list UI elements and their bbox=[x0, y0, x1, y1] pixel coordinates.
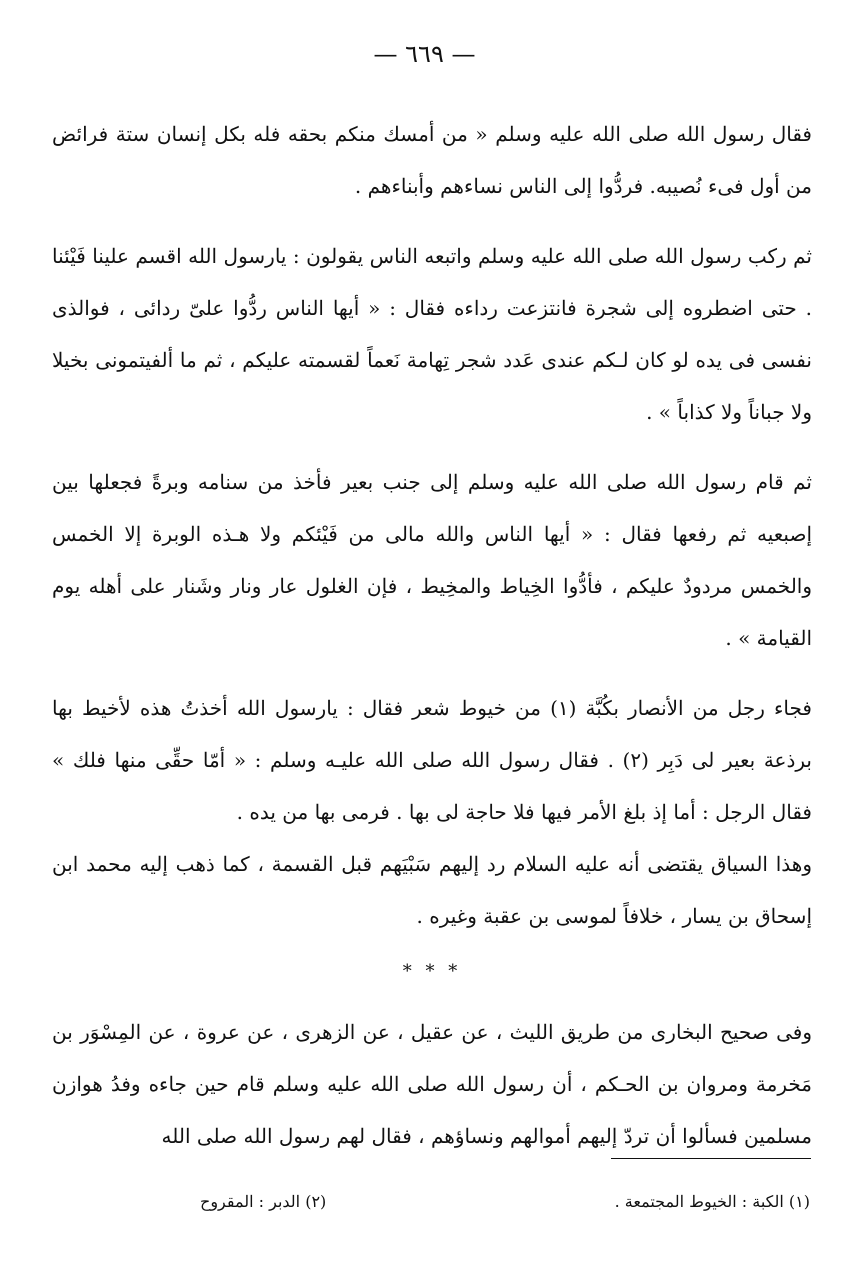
section-separator: * * * bbox=[402, 961, 462, 982]
paragraph: فقال رسول الله صلى الله عليه وسلم « من أمسك منكم بحقه فله بكل إنسان ستة فرائض من أول فىء نُصيبه. فردُّوا إلى الناس نساءهم وأبناءهم . bbox=[52, 122, 812, 198]
paragraph: وهذا السياق يقتضى أنه عليه السلام رد إليهم سَبْيَهم قبل القسمة ، كما ذهب إليه محمد ابن إسحاق بن يسار ، خلافاً لموسى بن عقبة وغيره . bbox=[52, 852, 812, 928]
paragraph: ثم ركب رسول الله صلى الله عليه وسلم واتبعه الناس يقولون : يارسول الله اقسم علينا فَيْئنا . حتى اضطروه إلى شجرة فانتزعت رداءه فقال : « أيها الناس ردُّوا علىّ ردائى ، فوالذى نفسى فى يده لو كان لـكم عندى عَدد شجر تِهامة نَعماً لقسمته عليكم ، ثم ما ألفيتمونى بخيلا ولا جباناً ولا كذاباً » . bbox=[52, 244, 812, 424]
footnote: (٢) الدبر : المقروح bbox=[200, 1192, 327, 1211]
page-number: — ٦٦٩ — bbox=[373, 40, 476, 68]
footnotes bbox=[200, 1192, 810, 1211]
paragraph: وفى صحيح البخارى من طريق الليث ، عن عقيل ، عن الزهرى ، عن عروة ، عن المِسْوَر بن مَخرمة ومروان بن الحـكم ، أن رسول الله صلى الله عليه وسلم قام حين جاءه وفدُ هوازن مسلمين فسألوا أن تردّ إليهم أموالهم ونساؤهم ، فقال لهم رسول الله صلى الله bbox=[52, 1020, 812, 1148]
paragraph: فجاء رجل من الأنصار بكُبَّة (١) من خيوط شعر فقال : يارسول الله أخذتُ هذه لأخيط بها برذعة بعير لى دَبِر (٢) . فقال رسول الله صلى الله عليـه وسلم : « أمّا حقِّى منها فلك » فقال الرجل : أما إذ بلغ الأمر فيها فلا حاجة لى بها . فرمى بها من يده . bbox=[52, 696, 812, 824]
body-text bbox=[52, 108, 812, 1162]
footnote-divider bbox=[611, 1158, 811, 1159]
footnote: (١) الكبة : الخيوط المجتمعة . bbox=[614, 1192, 810, 1211]
paragraph: ثم قام رسول الله صلى الله عليه وسلم إلى جنب بعير فأخذ من سنامه وبرةً فجعلها بين إصبعيه ثم رفعها فقال : « أيها الناس والله مالى من فَيْئكم ولا هـذه الوبرة إلا الخمس والخمس مردودٌ عليكم ، فأدُّوا الخِياط والمخِيط ، فإن الغلول عار ونار وشَنار على أهله يوم القيامة » . bbox=[52, 470, 812, 650]
